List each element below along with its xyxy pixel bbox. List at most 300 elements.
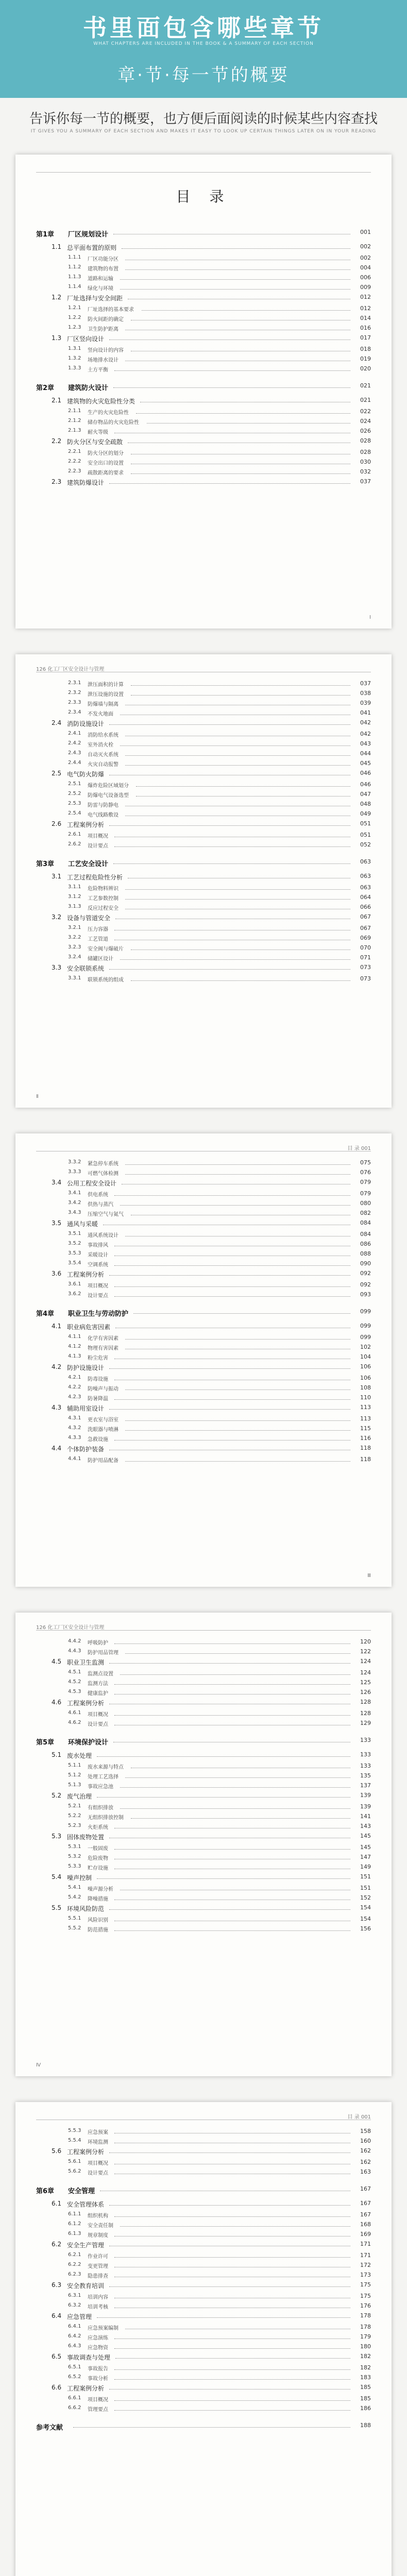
subsection-entry[interactable] — [36, 740, 371, 749]
subsection-entry[interactable] — [36, 2293, 371, 2301]
subsection-entry[interactable] — [36, 2395, 371, 2403]
subsection-entry[interactable] — [36, 954, 371, 962]
entry-number: 4.5.3 — [68, 1689, 81, 1694]
subsection-entry[interactable] — [36, 2262, 371, 2270]
entry-title: 急救设施 — [88, 1437, 108, 1443]
intro-text: 告诉你每一节的概要，也方便后面阅读的时候某些内容查找 — [29, 111, 378, 127]
subsection-entry[interactable] — [36, 2252, 371, 2260]
entry-title: 降噪措施 — [88, 1896, 108, 1902]
entry-title: 采暖设计 — [88, 1252, 108, 1258]
subsection-entry[interactable] — [36, 408, 371, 416]
entry-title: 防雷与防静电 — [88, 803, 118, 808]
page-number: 070 — [360, 944, 371, 951]
dot-leader — [115, 2358, 350, 2359]
section-entry[interactable] — [36, 1323, 371, 1331]
subsection-entry[interactable] — [36, 264, 371, 273]
subsection-entry[interactable] — [36, 459, 371, 467]
entry-title: 工艺过程危险性分析 — [67, 874, 123, 881]
page-number: 143 — [360, 1823, 371, 1829]
entry-title: 土方平衡 — [88, 367, 108, 373]
entry-number: 2.1 — [52, 397, 62, 404]
page-folio: Ⅳ — [36, 2062, 41, 2068]
subsection-entry[interactable] — [36, 1344, 371, 1352]
subsection-entry[interactable] — [36, 1169, 371, 1177]
page-folio: Ⅰ — [369, 615, 371, 620]
entry-number: 2.6 — [52, 820, 62, 827]
dot-leader — [125, 765, 350, 766]
subsection-entry[interactable] — [36, 2159, 371, 2167]
entry-title: 项目概况 — [88, 2397, 108, 2403]
page-number: 139 — [360, 1792, 371, 1799]
section-entry[interactable] — [36, 437, 371, 446]
section-entry[interactable] — [36, 2353, 371, 2361]
entry-title: 废水处理 — [67, 1752, 92, 1759]
entry-title: 管理要点 — [88, 2407, 108, 2413]
toc-page-5 — [15, 2102, 392, 2576]
section-entry[interactable] — [36, 1404, 371, 1412]
section-entry[interactable] — [36, 2384, 371, 2392]
section-entry[interactable] — [36, 1751, 371, 1759]
subsection-entry[interactable] — [36, 355, 371, 364]
dot-leader — [131, 695, 351, 696]
subsection-entry[interactable] — [36, 468, 371, 477]
subsection-entry[interactable] — [36, 1803, 371, 1811]
subsection-entry[interactable] — [36, 346, 371, 354]
entry-title: 危险物料辨识 — [88, 886, 118, 892]
page-number: 133 — [360, 1751, 371, 1758]
subsection-entry[interactable] — [36, 760, 371, 768]
subsection-entry[interactable] — [36, 365, 371, 374]
subsection-entry[interactable] — [36, 315, 371, 323]
entry-number: 3.1.3 — [68, 904, 81, 909]
page-number: 182 — [360, 2353, 371, 2360]
page-number: 099 — [360, 1323, 371, 1329]
subsection-entry[interactable] — [36, 1885, 371, 1893]
entry-number: 6.4.2 — [68, 2333, 81, 2339]
page-number: 099 — [360, 1308, 371, 1315]
chapter-entry[interactable] — [36, 1308, 371, 1317]
dot-leader — [109, 1368, 350, 1369]
banner-title: 书里面包含哪些章节 — [83, 14, 324, 42]
page-number: 108 — [360, 1384, 371, 1391]
section-entry[interactable] — [36, 294, 371, 302]
entry-number: 6.1.3 — [68, 2231, 81, 2236]
subsection-entry[interactable] — [36, 274, 371, 282]
subsection-entry[interactable] — [36, 680, 371, 688]
entry-number: 4.6 — [52, 1699, 62, 1706]
page-number: 182 — [360, 2364, 371, 2371]
running-head — [36, 1144, 371, 1151]
entry-number: 6.2.3 — [68, 2272, 81, 2277]
page-number: 145 — [360, 1844, 371, 1851]
dot-leader — [125, 1164, 350, 1165]
dot-leader — [109, 825, 350, 826]
entry-title: 自动灭火系统 — [88, 752, 118, 758]
entry-title: 规章制度 — [88, 2233, 108, 2239]
entry-title: 压力容器 — [88, 927, 108, 933]
section-entry[interactable] — [36, 2147, 371, 2156]
section-entry[interactable] — [36, 397, 371, 405]
dot-leader — [114, 2369, 350, 2370]
entry-number: 6.6.1 — [68, 2395, 81, 2401]
entry-number: 6.2.2 — [68, 2262, 81, 2267]
section-entry[interactable] — [36, 334, 371, 343]
entry-number: 4.1.3 — [68, 1353, 81, 1359]
page-number: 004 — [360, 264, 371, 271]
subsection-entry[interactable] — [36, 2333, 371, 2342]
subsection-entry[interactable] — [36, 2343, 371, 2351]
entry-title: 安全联锁系统 — [67, 965, 105, 972]
subsection-entry[interactable] — [36, 731, 371, 739]
dot-leader — [125, 889, 350, 890]
section-entry[interactable] — [36, 820, 371, 828]
subsection-entry[interactable] — [36, 925, 371, 933]
entry-title: 隐患排查 — [88, 2274, 108, 2279]
entry-title: 储存物品的火灾危险性 — [88, 420, 139, 426]
entry-number: 1.2 — [52, 294, 62, 301]
subsection-entry[interactable] — [36, 2211, 371, 2219]
subsection-entry[interactable] — [36, 1894, 371, 1903]
dot-leader — [125, 899, 350, 900]
chapter-entry[interactable] — [36, 229, 371, 238]
entry-number: 3.1.2 — [68, 894, 81, 900]
entry-title: 安全生产管理 — [67, 2242, 105, 2249]
dot-leader — [125, 1339, 350, 1340]
subsection-entry[interactable] — [36, 1782, 371, 1790]
entry-number: 5.3.1 — [68, 1844, 81, 1850]
subsection-entry[interactable] — [36, 2168, 371, 2177]
section-entry[interactable] — [36, 1270, 371, 1278]
page-number: 051 — [360, 820, 371, 827]
subsection-entry[interactable] — [36, 1291, 371, 1299]
section-entry[interactable] — [36, 2200, 371, 2208]
entry-number: 1.1.2 — [68, 264, 81, 270]
subsection-entry[interactable] — [36, 1353, 371, 1362]
section-entry[interactable] — [36, 2281, 371, 2290]
toc-page-1 — [15, 155, 392, 629]
entry-number: 6.1 — [52, 2200, 62, 2207]
section-entry[interactable] — [36, 1658, 371, 1666]
page-number: 037 — [360, 680, 371, 687]
subsection-entry[interactable] — [36, 841, 371, 850]
dot-leader — [114, 370, 350, 371]
banner-english-caption: WHAT CHAPTERS ARE INCLUDED IN THE BOOK & A SUMMARY OF EACH SECTION — [93, 41, 314, 46]
entry-title: 有组织排放 — [88, 1805, 113, 1811]
entry-title: 空调系统 — [88, 1262, 108, 1268]
entry-title: 防爆墙与隔离 — [88, 702, 118, 707]
page-number: 167 — [360, 2200, 371, 2207]
section-entry[interactable] — [36, 913, 371, 922]
entry-number: 3.4.2 — [68, 1200, 81, 1206]
entry-title: 防护用品管理 — [88, 1650, 118, 1656]
chapter-entry[interactable] — [36, 1737, 371, 1746]
subsection-entry[interactable] — [36, 904, 371, 912]
entry-title: 工程案例分析 — [67, 2385, 105, 2392]
subsection-entry[interactable] — [36, 428, 371, 436]
page-number: 001 — [360, 229, 371, 235]
dot-leader — [97, 1797, 350, 1798]
entry-title: 项目概况 — [88, 2161, 108, 2166]
dot-leader — [109, 483, 350, 484]
page-number: 167 — [360, 2211, 371, 2218]
entry-title: 设计要点 — [88, 1293, 108, 1299]
subsection-entry[interactable] — [36, 1281, 371, 1290]
entry-title: 职业卫生与劳动防护 — [68, 1310, 129, 1318]
entry-number: 4.3.2 — [68, 1425, 81, 1431]
dot-leader — [131, 980, 351, 981]
entry-number: 4.2 — [52, 1363, 62, 1370]
subsection-entry[interactable] — [36, 894, 371, 902]
entry-number: 1.2.1 — [68, 305, 81, 311]
subsection-entry[interactable] — [36, 690, 371, 698]
entry-title: 洗眼器与喷淋 — [88, 1427, 118, 1433]
entry-title: 应急预案编制 — [88, 2326, 118, 2331]
entry-number: 6.5.2 — [68, 2374, 81, 2380]
entry-number: 1.3.3 — [68, 365, 81, 371]
entry-title: 防火分区的划分 — [88, 451, 124, 456]
subsection-entry[interactable] — [36, 1648, 371, 1656]
subsection-entry[interactable] — [36, 709, 371, 718]
page-number: 022 — [360, 408, 371, 415]
page-number: 071 — [360, 954, 371, 961]
banner-subtitle: 章·节·每一节的概要 — [117, 65, 290, 86]
subsection-entry[interactable] — [36, 2302, 371, 2311]
section-entry[interactable] — [36, 2241, 371, 2249]
entry-number: 6.6.2 — [68, 2405, 81, 2411]
entry-title: 环境监测 — [88, 2140, 108, 2145]
subsection-entry[interactable] — [36, 832, 371, 840]
entry-number: 2.1.3 — [68, 428, 81, 433]
subsection-entry[interactable] — [36, 1772, 371, 1781]
running-head-left: 126 化工厂区安全设计与管理 — [36, 667, 105, 672]
page-number: 090 — [360, 1260, 371, 1267]
subsection-entry[interactable] — [36, 1844, 371, 1852]
chapter-entry[interactable] — [36, 2422, 371, 2431]
dot-leader — [109, 1909, 350, 1910]
entry-number: 4.1 — [52, 1323, 62, 1330]
dot-leader — [113, 863, 350, 864]
entry-title: 紧急停车系统 — [88, 1161, 118, 1167]
page-number: 021 — [360, 397, 371, 403]
entry-number: 3.5 — [52, 1219, 62, 1227]
section-entry[interactable] — [36, 1363, 371, 1371]
entry-title: 事故调查与处理 — [67, 2354, 111, 2361]
entry-title: 工艺参数控制 — [88, 896, 118, 902]
subsection-entry[interactable] — [36, 1720, 371, 1728]
page-number: 126 — [360, 1689, 371, 1696]
subsection-entry[interactable] — [36, 1260, 371, 1268]
subsection-entry[interactable] — [36, 2374, 371, 2382]
section-entry[interactable] — [36, 2312, 371, 2320]
entry-number: 3.5.4 — [68, 1260, 81, 1266]
subsection-entry[interactable] — [36, 1863, 371, 1872]
section-entry[interactable] — [36, 478, 371, 486]
subsection-entry[interactable] — [36, 1925, 371, 1934]
entry-number: 4.4 — [52, 1445, 62, 1452]
subsection-entry[interactable] — [36, 325, 371, 333]
subsection-entry[interactable] — [36, 2272, 371, 2280]
entry-number: 3.6 — [52, 1270, 62, 1277]
subsection-entry[interactable] — [36, 975, 371, 984]
section-entry[interactable] — [36, 1219, 371, 1228]
entry-title: 工程案例分析 — [67, 1700, 105, 1707]
subsection-entry[interactable] — [36, 1231, 371, 1239]
subsection-entry[interactable] — [36, 305, 371, 313]
entry-number: 4.4.2 — [68, 1638, 81, 1644]
dot-leader — [109, 724, 350, 725]
chapter-entry[interactable] — [36, 2185, 371, 2195]
subsection-entry[interactable] — [36, 418, 371, 426]
subsection-entry[interactable] — [36, 1456, 371, 1464]
entry-number: 5.6.1 — [68, 2159, 81, 2164]
entry-title: 事故排风 — [88, 1243, 108, 1248]
entry-number: 2.3.3 — [68, 700, 81, 705]
page-number: 180 — [360, 2343, 371, 2350]
subsection-entry[interactable] — [36, 884, 371, 892]
subsection-entry[interactable] — [36, 1813, 371, 1821]
dot-leader — [97, 2317, 350, 2318]
page-number: 064 — [360, 894, 371, 901]
section-entry[interactable] — [36, 719, 371, 727]
subsection-entry[interactable] — [36, 810, 371, 819]
subsection-entry[interactable] — [36, 2138, 371, 2146]
toc-page-4 — [15, 1613, 392, 2076]
entry-number: 5.5.1 — [68, 1916, 81, 1921]
subsection-entry[interactable] — [36, 2364, 371, 2372]
page-number: 092 — [360, 1281, 371, 1288]
subsection-entry[interactable] — [36, 700, 371, 708]
entry-title: 安全管理 — [68, 2188, 95, 2195]
section-entry[interactable] — [36, 1873, 371, 1882]
dot-leader — [125, 1653, 350, 1654]
section-entry[interactable] — [36, 1179, 371, 1187]
subsection-entry[interactable] — [36, 1250, 371, 1259]
section-entry[interactable] — [36, 770, 371, 778]
page-number: 129 — [360, 1720, 371, 1726]
subsection-entry[interactable] — [36, 1669, 371, 1677]
subsection-entry[interactable] — [36, 781, 371, 789]
subsection-entry[interactable] — [36, 1823, 371, 1831]
entry-title: 联锁系统的组成 — [88, 977, 124, 983]
section-entry[interactable] — [36, 1792, 371, 1800]
section-entry[interactable] — [36, 1699, 371, 1707]
entry-number: 5.4.2 — [68, 1894, 81, 1900]
subsection-entry[interactable] — [36, 1394, 371, 1402]
subsection-entry[interactable] — [36, 1415, 371, 1423]
subsection-entry[interactable] — [36, 1710, 371, 1718]
page-number: 048 — [360, 801, 371, 807]
subsection-entry[interactable] — [36, 1854, 371, 1862]
subsection-entry[interactable] — [36, 1916, 371, 1924]
dot-leader — [125, 1777, 350, 1778]
subsection-entry[interactable] — [36, 2324, 371, 2332]
section-entry[interactable] — [36, 873, 371, 881]
subsection-entry[interactable] — [36, 2128, 371, 2136]
section-entry[interactable] — [36, 1904, 371, 1912]
subsection-entry[interactable] — [36, 1190, 371, 1198]
entry-number: 4.4.1 — [68, 1456, 81, 1462]
entry-title: 设备与管道安全 — [67, 914, 111, 922]
entry-title: 建筑物的布置 — [88, 266, 118, 272]
running-head-right: 目 录 001 — [347, 1146, 371, 1151]
subsection-entry[interactable] — [36, 449, 371, 457]
subsection-entry[interactable] — [36, 1435, 371, 1443]
entry-number: 3.6.1 — [68, 1281, 81, 1287]
subsection-entry[interactable] — [36, 801, 371, 809]
subsection-entry[interactable] — [36, 284, 371, 292]
subsection-entry[interactable] — [36, 255, 371, 263]
dot-leader — [114, 1849, 350, 1850]
page-number: 110 — [360, 1394, 371, 1401]
page-number: 118 — [360, 1445, 371, 1451]
entry-title: 废气治理 — [67, 1793, 92, 1800]
entry-title: 道路和运输 — [88, 276, 113, 282]
page-number: 124 — [360, 1658, 371, 1665]
entry-title: 应急管理 — [67, 2313, 92, 2320]
page-number: 066 — [360, 904, 371, 910]
subsection-entry[interactable] — [36, 1200, 371, 1208]
dot-leader — [114, 2348, 350, 2349]
subsection-entry[interactable] — [36, 935, 371, 943]
entry-title: 安全责任制 — [88, 2223, 113, 2229]
section-entry[interactable] — [36, 1445, 371, 1453]
page-number: 115 — [360, 1425, 371, 1432]
chapter-entry[interactable] — [36, 382, 371, 392]
toc-page-3 — [15, 1133, 392, 1587]
page-number: 152 — [360, 1894, 371, 1901]
entry-number: 2.6.1 — [68, 832, 81, 837]
subsection-entry[interactable] — [36, 2221, 371, 2229]
subsection-entry[interactable] — [36, 1679, 371, 1687]
subsection-entry[interactable] — [36, 1334, 371, 1342]
section-entry[interactable] — [36, 243, 371, 251]
section-entry[interactable] — [36, 1833, 371, 1841]
entry-title: 建筑防火设计 — [68, 384, 109, 392]
subsection-entry[interactable] — [36, 1425, 371, 1433]
subsection-entry[interactable] — [36, 1375, 371, 1383]
subsection-entry[interactable] — [36, 944, 371, 953]
subsection-entry[interactable] — [36, 1241, 371, 1249]
subsection-entry[interactable] — [36, 1384, 371, 1393]
subsection-entry[interactable] — [36, 1638, 371, 1647]
dot-leader — [136, 413, 350, 414]
subsection-entry[interactable] — [36, 1210, 371, 1218]
entry-title: 贮存设施 — [88, 1866, 108, 1871]
subsection-entry[interactable] — [36, 750, 371, 758]
entry-number: 5.3 — [52, 1833, 62, 1840]
entry-title: 防火分区与安全疏散 — [67, 438, 123, 446]
entry-title: 卫生防护距离 — [88, 327, 118, 332]
dot-leader — [114, 1715, 350, 1716]
section-entry[interactable] — [36, 964, 371, 972]
chapter-entry[interactable] — [36, 858, 371, 868]
entry-number: 3.5.1 — [68, 1231, 81, 1236]
entry-title: 个体防护装备 — [67, 1446, 105, 1453]
subsection-entry[interactable] — [36, 791, 371, 799]
subsection-entry[interactable] — [36, 1762, 371, 1771]
page-number: 046 — [360, 770, 371, 776]
subsection-entry[interactable] — [36, 2405, 371, 2413]
page-number: 041 — [360, 709, 371, 716]
page-number: 063 — [360, 873, 371, 879]
subsection-entry[interactable] — [36, 2231, 371, 2239]
entry-number: 6.4.3 — [68, 2343, 81, 2349]
entry-number: 2.5.2 — [68, 791, 81, 796]
page-number: 139 — [360, 1803, 371, 1810]
dot-leader — [113, 387, 350, 388]
subsection-entry[interactable] — [36, 1159, 371, 1167]
subsection-entry[interactable] — [36, 1689, 371, 1697]
